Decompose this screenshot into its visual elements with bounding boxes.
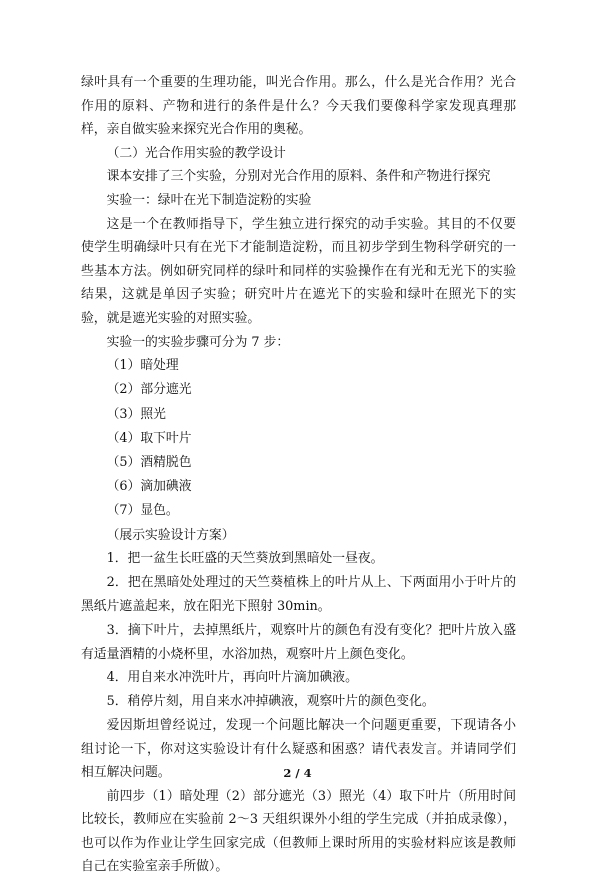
section-heading: （二）光合作用实验的教学设计 (106, 145, 286, 161)
experiment-one-title: 实验一：绿叶在光下制造淀粉的实验 (106, 192, 312, 208)
list-item: （5）酒精脱色 (106, 454, 192, 470)
scheme-step: 4．用自来水冲洗叶片，再向叶片滴加碘液。 (106, 670, 358, 686)
list-item: （1）暗处理 (106, 358, 179, 374)
list-item: （4）取下叶片 (106, 430, 192, 446)
list-item: （2）部分遮光 (106, 382, 192, 398)
page-number: 2 / 4 (283, 766, 312, 780)
document-body (81, 71, 516, 879)
experiment-one-description: 这是一个在教师指导下，学生独立进行探究的动手实验。其目的不仅要使学生明确绿叶只有在光下才能制造淀粉，而且初步学到生物科学研究的一些基本方法。例如研究同样的绿叶和同样的实验操作在有光和无光下的实验结果，这就是单因子实验；研究叶片在遮光下的实验和绿叶在照光下的实验，就是遮光实验的对照实验。 (81, 216, 516, 326)
list-item: （6）滴加碘液 (106, 479, 192, 495)
scheme-step: 1．把一盆生长旺盛的天竺葵放到黑暗处一昼夜。 (106, 551, 384, 567)
scheme-section (81, 524, 516, 714)
intro-paragraph: 绿叶具有一个重要的生理功能，叫光合作用。那么，什么是光合作用？光合作用的原料、产物和进行的条件是什么？今天我们要像科学家发现真理那样，亲自做实验来探究光合作用的奥秘。 (81, 75, 516, 138)
scheme-title: （展示实验设计方案） (106, 527, 235, 543)
experiment-overview: 课本安排了三个实验，分别对光合作用的原料、条件和产物进行探究 (106, 169, 491, 185)
scheme-step: 5．稍停片刻，用自来水冲掉碘液，观察叶片的颜色变化。 (106, 694, 435, 710)
scheme-step: 3．摘下叶片，去掉黑纸片，观察叶片的颜色有没有变化？把叶片放入盛有适量酒精的小烧杯里，水浴加热，观察叶片上颜色变化。 (81, 622, 516, 662)
discussion-paragraph: 爱因斯坦曾经说过，发现一个问题比解决一个问题更重要，下现请各小组讨论一下，你对这实验设计有什么疑惑和困惑？请代表发言。并请同学们相互解决问题。 (81, 717, 516, 781)
preparation-paragraph: 前四步（1）暗处理（2）部分遮光（3）照光（4）取下叶片（所用时间比较长，教师应在实验前 2～3 天组织课外小组的学生完成（并拍成录像），也可以作为作业让学生回家完成（但教师上课时所用的实验材料应该是教师自己在实验室亲手所做）。 (81, 788, 516, 875)
list-item: （7）显色。 (106, 503, 179, 519)
step-list (81, 354, 516, 523)
scheme-step: 2．把在黑暗处处理过的天竺葵植株上的叶片从上、下两面用小于叶片的黑纸片遮盖起来，放在阳光下照射 30min。 (81, 575, 516, 614)
list-item: （3）照光 (106, 406, 166, 422)
step-count-intro: 实验一的实验步骤可分为 7 步： (106, 334, 290, 350)
